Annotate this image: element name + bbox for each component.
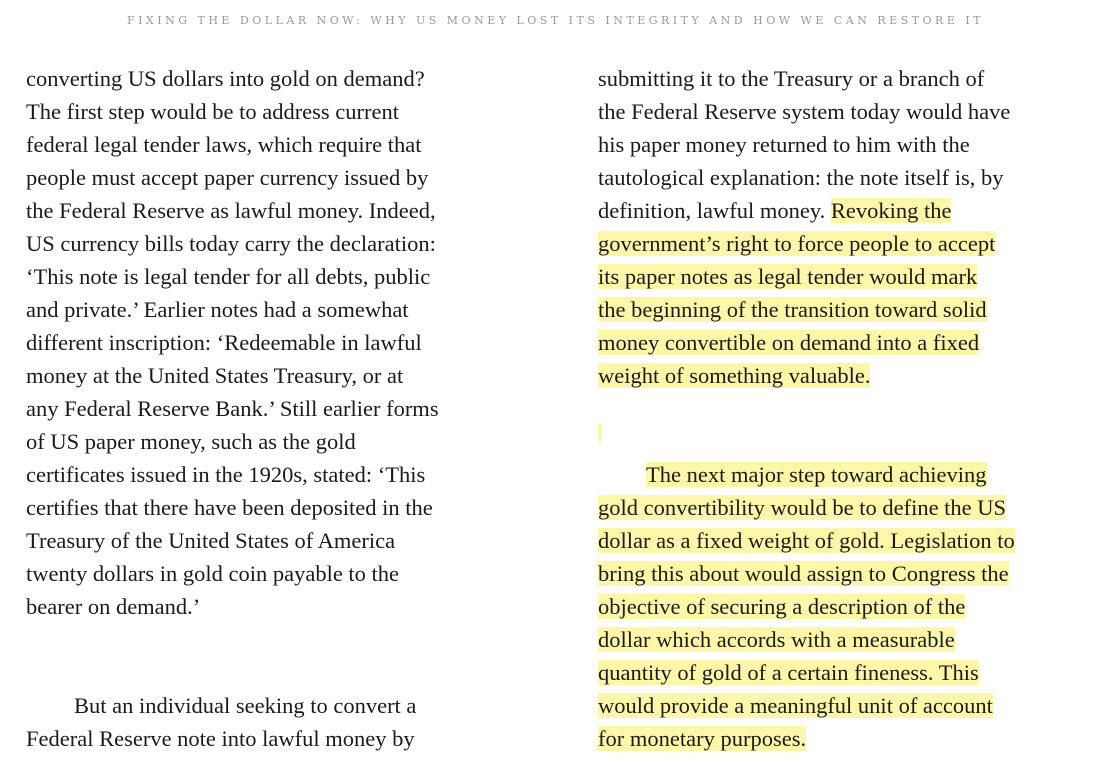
paragraph [598,62,1088,392]
text-line-mixed [598,194,1088,227]
text-line: different inscription: ‘Redeemable in lawful [26,330,422,355]
text-line: of US paper money, such as the gold [26,429,356,454]
text-line: submitting it to the Treasury or a branch of [598,66,985,91]
highlighted-text[interactable]: the beginning of the transition toward solid [598,297,987,322]
text-line: converting US dollars into gold on demand? [26,66,425,91]
text-line: tautological explanation: the note itself is, by [598,165,1004,190]
highlighted-text[interactable]: Revoking the [830,198,952,223]
highlighted-line [598,590,1088,623]
text-line: the Federal Reserve system today would have [598,99,1011,124]
highlighted-text[interactable]: government’s right to force people to accept [598,231,996,256]
paragraph-gap [26,623,516,656]
running-head: FIXING THE DOLLAR NOW: WHY US MONEY LOST ITS INTEGRITY AND HOW WE CAN RESTORE IT [126,14,985,27]
text-line: twenty dollars in gold coin payable to the [26,561,400,586]
highlighted-line [598,722,1088,755]
text-line: The first step would be to address current [26,99,400,124]
highlighted-line [598,260,1088,293]
highlighted-text[interactable]: gold convertibility would be to define the US [598,495,1007,520]
paragraph-gap [26,656,516,689]
text-line: ‘This note is legal tender for all debts, public [26,264,431,289]
highlighted-text[interactable]: dollar as a fixed weight of gold. Legislation to [598,528,1015,553]
text-line: any Federal Reserve Bank.’ Still earlier forms [26,396,439,421]
highlighted-text[interactable]: The next major step toward achieving [646,462,987,487]
highlighted-line [598,524,1088,557]
paragraph [598,458,1088,755]
highlighted-text[interactable]: would provide a meaningful unit of account [598,693,993,718]
text-line: Federal Reserve note into lawful money by [26,726,415,751]
text-line: Treasury of the United States of America [26,528,396,553]
paragraph [26,689,516,755]
text-line: But an individual seeking to convert a [74,693,417,718]
highlighted-text[interactable]: weight of something valuable. [598,363,871,388]
highlighted-text[interactable]: money convertible on demand into a fixed [598,330,980,355]
left-column [26,62,516,755]
paragraph-gap [598,392,1088,425]
text-line: the Federal Reserve as lawful money. Indeed, [26,198,436,223]
text-line: his paper money returned to him with the [598,132,970,157]
text-line: people must accept paper currency issued by [26,165,429,190]
text-line: federal legal tender laws, which require that [26,132,422,157]
highlighted-line [598,359,1088,392]
text-line: money at the United States Treasury, or at [26,363,404,388]
text-line: and private.’ Earlier notes had a somewhat [26,297,409,322]
highlighted-line [598,458,1088,491]
highlight-selection-handle[interactable] [598,424,602,442]
text-line: certifies that there have been deposited in the [26,495,433,520]
highlighted-line [598,689,1088,722]
highlighted-line [598,491,1088,524]
highlighted-text[interactable]: quantity of gold of a certain fineness. This [598,660,979,685]
highlighted-line [598,557,1088,590]
plain-text: definition, lawful money. [598,198,831,223]
highlighted-text[interactable]: dollar which accords with a measurable [598,627,955,652]
highlighted-text[interactable]: objective of securing a description of the [598,594,966,619]
highlighted-text[interactable]: for monetary purposes. [598,726,807,751]
highlighted-text[interactable]: its paper notes as legal tender would mark [598,264,978,289]
highlighted-line [598,227,1088,260]
highlighted-line [598,623,1088,656]
highlighted-line [598,293,1088,326]
text-line: bearer on demand.’ [26,594,201,619]
text-line: US currency bills today carry the declaration: [26,231,436,256]
paragraph [26,62,516,623]
highlighted-line [598,326,1088,359]
highlighted-line [598,656,1088,689]
text-line: certificates issued in the 1920s, stated: ‘This [26,462,426,487]
highlighted-text[interactable]: bring this about would assign to Congress the [598,561,1009,586]
right-column [598,62,1088,755]
paragraph-gap [598,425,1088,458]
